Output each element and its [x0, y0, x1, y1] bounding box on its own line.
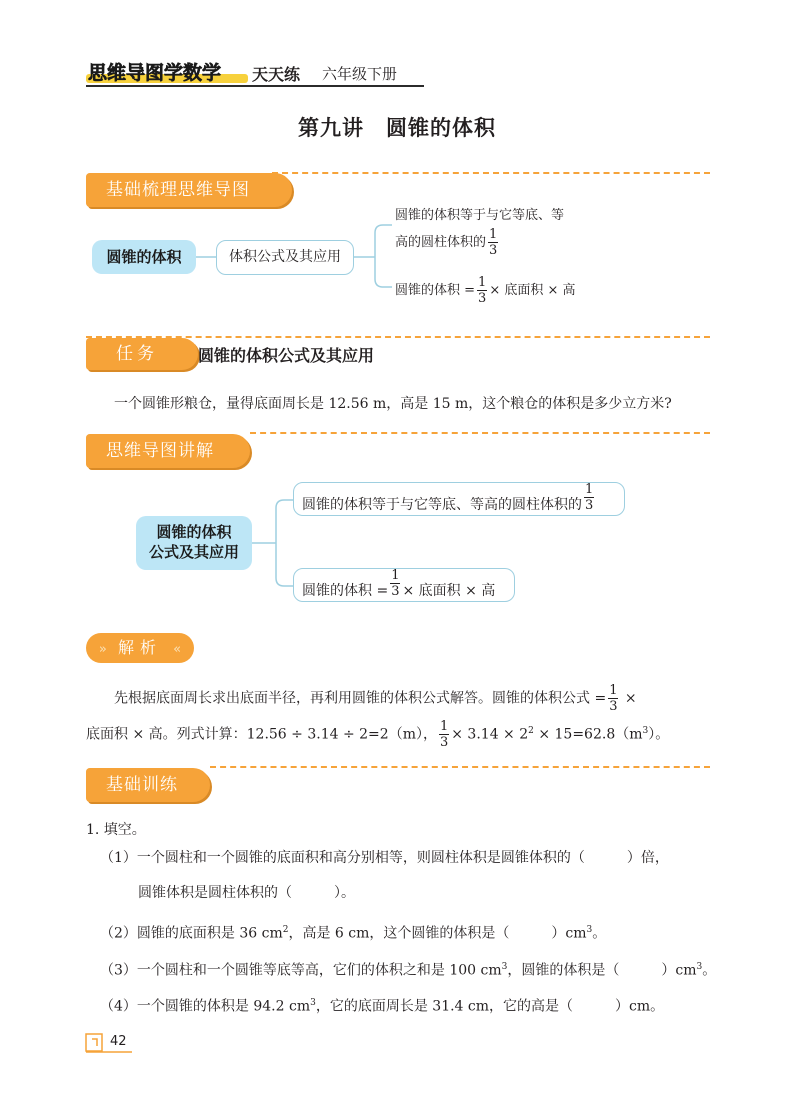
mindmap2-root-node: 圆锥的体积 公式及其应用 [136, 516, 252, 570]
question-2: （2）圆锥的底面积是 36 $cm^2$，高是 6 cm，这个圆锥的体积是（ ）$cm^3$。 [100, 925, 607, 942]
mindmap-leaf-2: 圆锥的体积 = $\frac{1}{3}$ × 底面积 × 高 [395, 275, 576, 306]
task-title: 圆锥的体积公式及其应用 [198, 346, 375, 365]
mindmap2-leaf-2: 圆锥的体积 = $\frac{1}{3}$ × 底面积 × 高 [293, 568, 515, 602]
section-divider [272, 172, 710, 174]
header-rule [86, 85, 424, 87]
section-tab-explain: 思维导图讲解 [86, 434, 250, 468]
page-number: 42 [110, 1034, 127, 1049]
series-name: 天天练 [252, 65, 301, 84]
section-tab-training: 基础训练 [86, 768, 210, 802]
section-tab-mindmap: 基础梳理思维导图 [86, 173, 292, 207]
question-1-line-2: 圆锥体积是圆柱体积的（ ）。 [138, 885, 355, 901]
section-divider-2 [250, 432, 710, 434]
mindmap2-leaf-1: 圆锥的体积等于与它等底、等高的圆柱体积的 $\frac{1}{3}$ [293, 482, 625, 516]
task-problem: 一个圆锥形粮仓，量得底面周长是 12.56 m，高是 15 m，这个粮仓的体积是多少立方米? [114, 396, 672, 412]
grade-label: 六年级下册 [322, 65, 398, 83]
question-4: （4）一个圆锥的体积是 94.2 $cm^3$，它的底面周长是 31.4 cm，它的高是（ ）cm。 [100, 998, 665, 1015]
mindmap-branch-node: 体积公式及其应用 [216, 240, 354, 275]
question-3: （3）一个圆柱和一个圆锥等底等高，它们的体积之和是 100 $cm^3$，圆锥的体积是（ ）$cm^3$。 [100, 962, 717, 979]
analysis-line-1: 先根据底面周长求出底面半径，再利用圆锥的体积公式解答。圆锥的体积公式 = $\frac{1}{3}$ × [114, 683, 637, 714]
page-title: 第九讲 圆锥的体积 [298, 116, 496, 140]
question-1-line-1: （1）一个圆柱和一个圆锥的底面积和高分别相等，则圆柱体积是圆锥体积的（ ）倍， [100, 850, 669, 866]
mindmap-leaf-1: 圆锥的体积等于与它等底、等 高的圆柱体积的 $\frac{1}{3}$ [395, 208, 565, 258]
analysis-label: » 解析 « [86, 633, 194, 663]
question-title: 1. 填空。 [86, 822, 146, 838]
section-divider-3 [210, 766, 710, 768]
mindmap-root-node: 圆锥的体积 [92, 240, 196, 274]
task-tab: 任务 [86, 338, 198, 370]
brand-title: 思维导图学数学 [88, 62, 222, 84]
analysis-line-2: 底面积 × 高。列式计算：12.56 ÷ 3.14 ÷ 2=2（m）， $\frac{1}{3}$ × $3.14 \times 2^2 \times 15=62.8(m^3)$。 [86, 719, 670, 750]
